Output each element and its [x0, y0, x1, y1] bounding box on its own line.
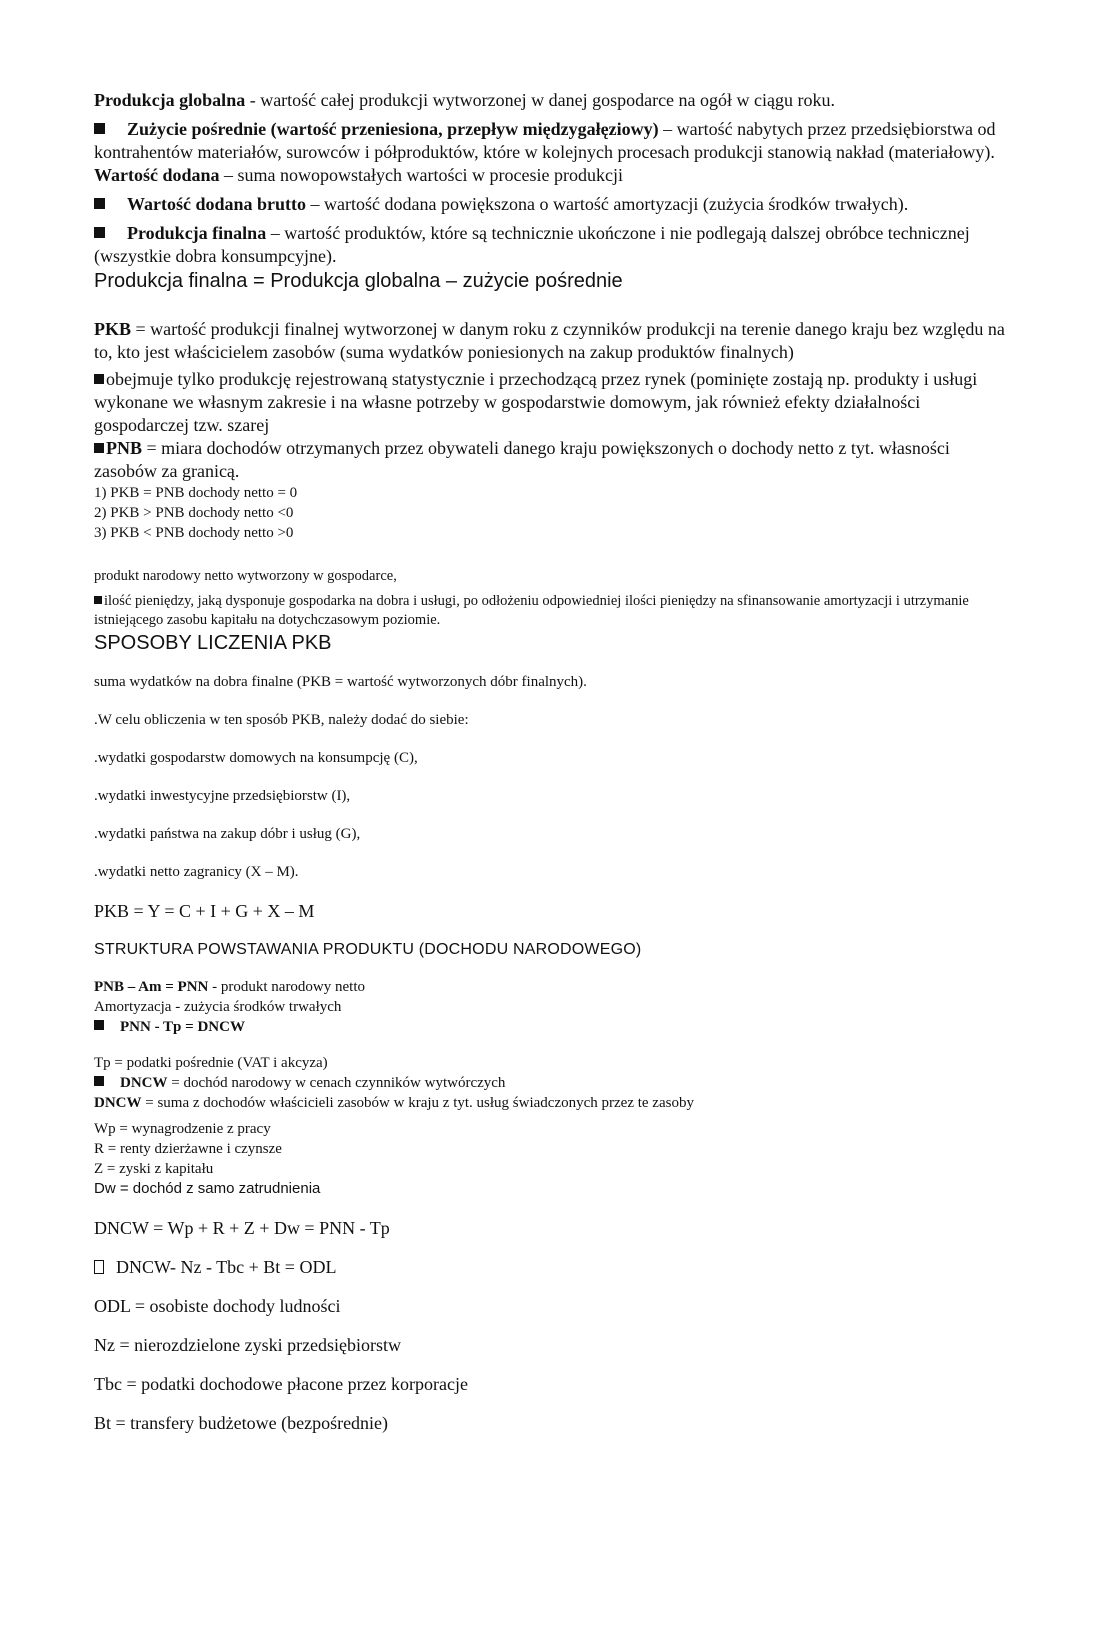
checkbox-glyph-icon	[94, 1260, 104, 1274]
square-bullet-icon	[94, 227, 105, 238]
dncw-equation: DNCW = Wp + R + Z + Dw = PNN - Tp	[94, 1218, 390, 1238]
produkcja-finalna-formula: Produkcja finalna = Produkcja globalna – zużycie pośrednie	[94, 270, 623, 292]
definition-text: – wartość nabytych przez przedsiębiorstwa od kontrahentów materiałów, surowców i półproduktów, które w kolejnych procesach produkcji stanowią nakład (materiałowy).	[94, 119, 996, 162]
term: Wartość dodana brutto	[127, 194, 307, 214]
definition-text: = wartość produkcji finalnej wytworzonej w danym roku z czynników produkcji na terenie danego kraju bez względu na to, kto jest właścicielem zasobów (suma wydatków poniesionych na zakup produktów finalnych)	[94, 319, 1005, 362]
pnn-note: produkt narodowy netto wytworzony w gospodarce,	[94, 568, 397, 584]
z-definition: Z = zyski z kapitału	[94, 1161, 214, 1177]
term: Wartość dodana	[94, 165, 220, 185]
pkb-scope-note	[94, 368, 1005, 437]
note-text: ilość pieniędzy, jaką dysponuje gospodarka na dobra i usługi, po odłożeniu odpowiedniej ilości pieniędzy na sfinansowanie amortyzacji i utrzymanie istniejącego zasobu kapitału na dotychczasowym poziomie.	[94, 593, 969, 628]
wartosc-dodana-brutto-definition	[94, 193, 1005, 216]
wartosc-dodana-definition	[94, 164, 1005, 187]
square-bullet-icon	[94, 123, 105, 134]
expenditure-item-i: .wydatki inwestycyjne przedsiębiorstw (I),	[94, 788, 351, 804]
pkb-equation: PKB = Y = C + I + G + X – M	[94, 901, 315, 921]
wp-definition: Wp = wynagrodzenie z pracy	[94, 1121, 271, 1137]
expenditure-item-xm: .wydatki netto zagranicy (X – M).	[94, 864, 299, 880]
sposoby-liczenia-heading: SPOSOBY LICZENIA PKB	[94, 632, 332, 654]
formula-text: PNN - Tp = DNCW	[120, 1019, 245, 1035]
dncw-definition-1	[94, 1073, 1005, 1093]
struktura-heading: STRUKTURA POWSTAWANIA PRODUKTU (DOCHODU NARODOWEGO)	[94, 941, 642, 958]
pkb-definition	[94, 318, 1005, 364]
money-note	[94, 592, 1005, 630]
definition-text: – wartość produktów, które są technicznie ukończone i nie podlegają dalszej obróbce technicznej (wszystkie dobra konsumpcyjne).	[94, 223, 970, 266]
definition-text: – suma nowopowstałych wartości w procesie produkcji	[219, 165, 623, 185]
term: DNCW	[94, 1095, 142, 1111]
comparison-line-1: 1) PKB = PNB dochody netto = 0	[94, 485, 298, 501]
square-bullet-icon	[94, 596, 102, 604]
term: Produkcja finalna	[127, 223, 267, 243]
comparison-line-2: 2) PKB > PNB dochody netto <0	[94, 505, 294, 521]
amortyzacja-line: Amortyzacja - zużycia środków trwałych	[94, 999, 342, 1015]
definition-text: = suma z dochodów właścicieli zasobów w kraju z tyt. usług świadczonych przez te zasoby	[141, 1095, 694, 1111]
bt-definition: Bt = transfery budżetowe (bezpośrednie)	[94, 1413, 389, 1433]
expenditure-item-c: .wydatki gospodarstw domowych na konsumpcję (C),	[94, 750, 418, 766]
definition-text: = dochód narodowy w cenach czynników wytwórczych	[167, 1075, 506, 1091]
tp-definition: Tp = podatki pośrednie (VAT i akcyza)	[94, 1055, 328, 1071]
produkcja-finalna-definition	[94, 222, 1005, 268]
pnn-tp-line	[94, 1017, 1005, 1037]
pnb-am-line	[94, 977, 1005, 997]
produkcja-globalna-definition	[94, 89, 1005, 112]
zuzycie-posrednie-definition	[94, 118, 1005, 164]
term: DNCW	[120, 1075, 168, 1091]
expenditure-summary: suma wydatków na dobra finalne (PKB = wartość wytworzonych dóbr finalnych).	[94, 674, 587, 690]
term: PNB	[106, 438, 142, 458]
pnb-definition	[94, 437, 1005, 483]
square-bullet-icon	[94, 443, 104, 453]
r-definition: R = renty dzierżawne i czynsze	[94, 1141, 282, 1157]
square-bullet-icon	[94, 1076, 104, 1086]
tbc-definition: Tbc = podatki dochodowe płacone przez korporacje	[94, 1374, 468, 1394]
expenditure-item-g: .wydatki państwa na zakup dóbr i usług (G),	[94, 826, 361, 842]
term: PKB	[94, 319, 132, 339]
formula-text: DNCW- Nz - Tbc + Bt = ODL	[116, 1257, 337, 1277]
term: PNB – Am = PNN	[94, 979, 209, 995]
term: Produkcja globalna	[94, 90, 246, 110]
square-bullet-icon	[94, 198, 105, 209]
definition-text: - wartość całej produkcji wytworzonej w danej gospodarce na ogół w ciągu roku.	[245, 90, 836, 110]
definition-text: - produkt narodowy netto	[208, 979, 366, 995]
square-bullet-icon	[94, 1020, 104, 1030]
calculation-intro: .W celu obliczenia w ten sposób PKB, należy dodać do siebie:	[94, 712, 469, 728]
definition-text: – wartość dodana powiększona o wartość amortyzacji (zużycia środków trwałych).	[306, 194, 909, 214]
odl-definition: ODL = osobiste dochody ludności	[94, 1296, 341, 1316]
nz-definition: Nz = nierozdzielone zyski przedsiębiorstw	[94, 1335, 402, 1355]
dw-definition: Dw = dochód z samo zatrudnienia	[94, 1180, 321, 1197]
square-bullet-icon	[94, 374, 104, 384]
note-text: obejmuje tylko produkcję rejestrowaną statystycznie i przechodzącą przez rynek (pominięte zostają np. produkty i usługi wykonane we własnym zakresie i na własne potrzeby w gospodarstwie domowym, jak również efekty działalności gospodarczej tzw. szarej	[94, 369, 978, 435]
comparison-line-3: 3) PKB < PNB dochody netto >0	[94, 525, 294, 541]
definition-text: = miara dochodów otrzymanych przez obywateli danego kraju powiększonych o dochody netto z tyt. własności zasobów za granicą.	[94, 438, 950, 481]
term: Zużycie pośrednie (wartość przeniesiona, przepływ międzygałęziowy)	[127, 119, 659, 139]
odl-equation	[94, 1256, 1005, 1279]
dncw-definition-2	[94, 1093, 1005, 1113]
